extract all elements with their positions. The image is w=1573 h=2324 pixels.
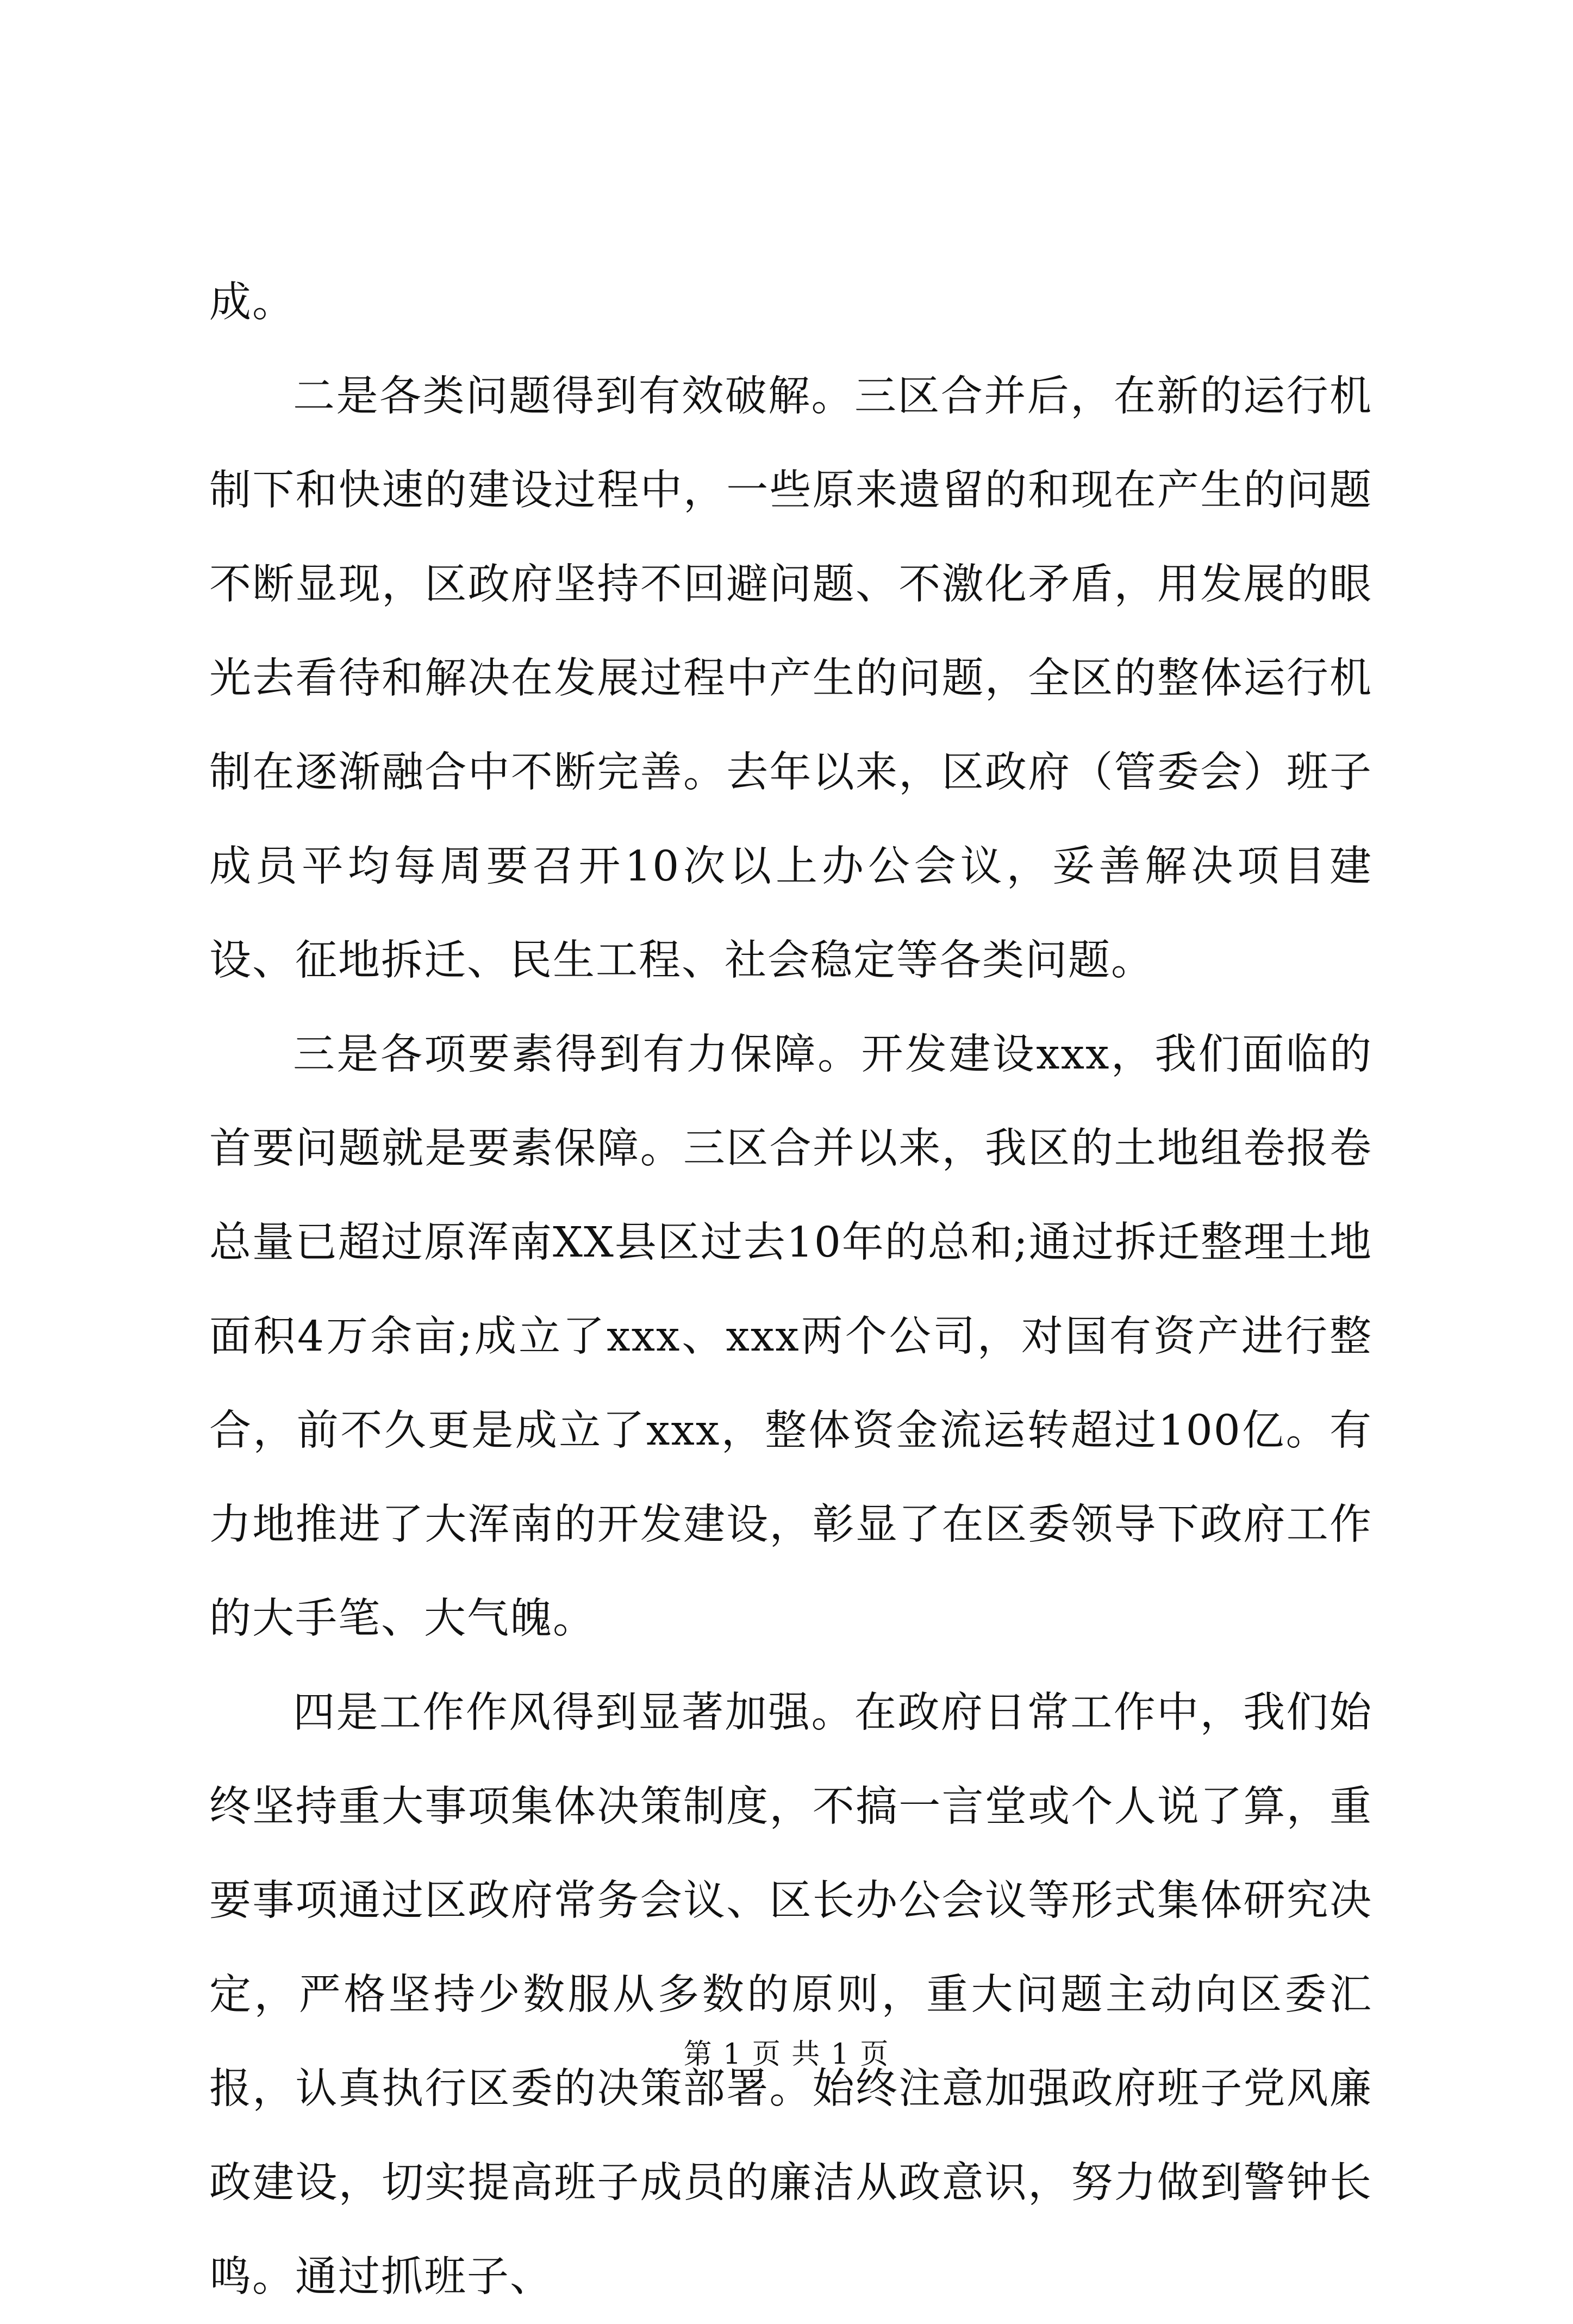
paragraph-factors-guaranteed: 三是各项要素得到有力保障。开发建设xxx，我们面临的首要问题就是要素保障。三区合并以来，我区的土地组卷报卷总量已超过原浑南XX县区过去10年的总和;通过拆迁整理土地面积4万余亩;成立了xxx、xxx两个公司，对国有资产进行整合，前不久更是成立了xxx，整体资金流运转超过100亿。有力地推进了大浑南的开发建设，彰显了在区委领导下政府工作的大手笔、大气魄。 — [209, 1030, 1372, 1643]
paragraph-problems-solved: 二是各类问题得到有效破解。三区合并后，在新的运行机制下和快速的建设过程中，一些原来遗留的和现在产生的问题不断显现，区政府坚持不回避问题、不激化矛盾，用发展的眼光去看待和解决在发展过程中产生的问题，全区的整体运行机制在逐渐融合中不断完善。去年以来，区政府（管委会）班子成员平均每周要召开10次以上办公会议，妥善解决项目建设、征地拆迁、民生工程、社会稳定等各类问题。 — [209, 372, 1372, 985]
document-body — [209, 255, 1372, 2324]
paragraph-work-style: 四是工作作风得到显著加强。在政府日常工作中，我们始终坚持重大事项集体决策制度，不搞一言堂或个人说了算，重要事项通过区政府常务会议、区长办公会议等形式集体研究决定，严格坚持少数服从多数的原则，重大问题主动向区委汇报，认真执行区委的决策部署。始终注意加强政府班子党风廉政建设，切实提高班子成员的廉洁从政意识，努力做到警钟长鸣。通过抓班子、 — [209, 1689, 1372, 2301]
page-footer: 第 1 页 共 1 页 — [683, 2038, 890, 2071]
paragraph-continuation: 成。 — [209, 278, 295, 327]
